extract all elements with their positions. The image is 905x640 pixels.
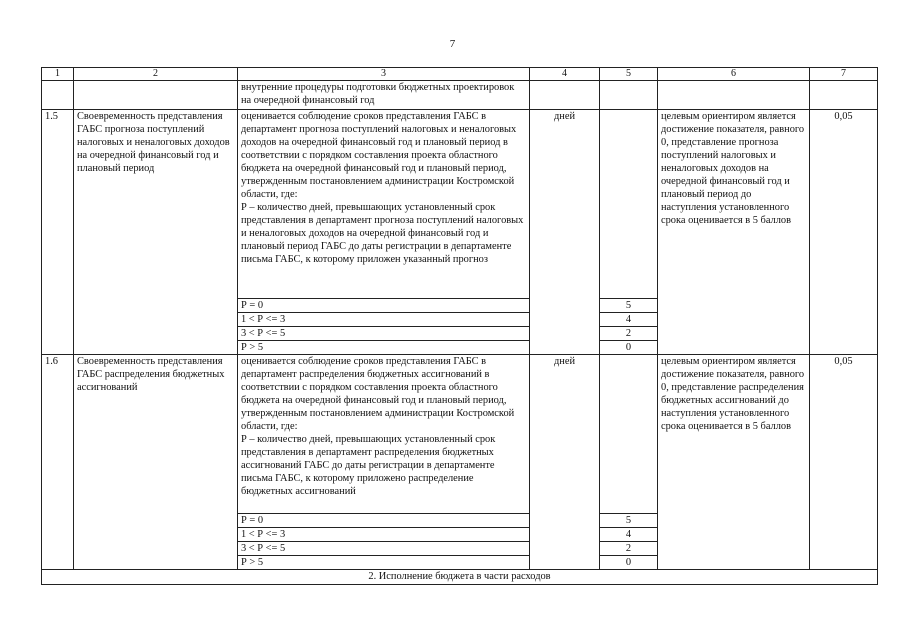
- score: 5: [600, 514, 658, 528]
- row-number: 1.5: [42, 110, 74, 355]
- header-cell: 6: [658, 68, 810, 81]
- criterion-description: [238, 110, 530, 299]
- condition: 3 < Р <= 5: [238, 327, 530, 341]
- score: 0: [600, 556, 658, 570]
- variable-text: Р – количество дней, превышающих установленный срок представления в департамент распределения бюджетных ассигнований ГАБС до даты регистрации в департаменте письма ГАБС, к которому приложено распределение бюджетных ассигнований: [241, 434, 496, 497]
- score: 0: [600, 341, 658, 355]
- header-cell: 7: [810, 68, 878, 81]
- page-number: 7: [449, 38, 456, 50]
- header-cell: 3: [238, 68, 530, 81]
- continuation-row: [42, 81, 878, 110]
- condition: Р = 0: [238, 299, 530, 313]
- condition: 1 < Р <= 3: [238, 528, 530, 542]
- condition: Р > 5: [238, 556, 530, 570]
- score: 2: [600, 542, 658, 556]
- description-text: оценивается соблюдение сроков представления ГАБС в департамент прогноза поступлений налоговых и неналоговых доходов на очередной финансовый год и плановый период в соответствии с порядком составления проекта областного бюджета на очередной финансовый год и плановый период, утвержденным постановлением администрации Костромской области, где:: [241, 111, 517, 200]
- header-cell: 4: [530, 68, 600, 81]
- criterion-name: Своевременность представления ГАБС прогноза поступлений налоговых и неналоговых доходов на очередной финансовый год и плановый период: [74, 110, 238, 355]
- criterion-description: [238, 355, 530, 514]
- unit: дней: [530, 110, 600, 355]
- header-cell: 5: [600, 68, 658, 81]
- condition: Р = 0: [238, 514, 530, 528]
- header-row: [42, 68, 878, 81]
- target-text: целевым ориентиром является достижение показателя, равного 0, представление распределения бюджетных ассигнований до наступления установленного срока оценивается в 5 баллов: [658, 355, 810, 570]
- target-text: целевым ориентиром является достижение показателя, равного 0, представление прогноза поступлений налоговых и неналоговых доходов на очередной финансовый год и плановый период до наступления установленного срока оценивается в 5 баллов: [658, 110, 810, 355]
- table-row: [42, 110, 878, 299]
- header-cell: 1: [42, 68, 74, 81]
- score: 2: [600, 327, 658, 341]
- description-text: оценивается соблюдение сроков представления ГАБС в департамент распределения бюджетных ассигнований в соответствии с порядком составления проекта областного бюджета на очередной финансовый год и плановый период, утвержденным постановлением администрации Костромской области, где:: [241, 356, 515, 432]
- section-row: [42, 570, 878, 585]
- condition: 3 < Р <= 5: [238, 542, 530, 556]
- condition: Р > 5: [238, 341, 530, 355]
- score: 4: [600, 313, 658, 327]
- score: 5: [600, 299, 658, 313]
- unit: дней: [530, 355, 600, 570]
- section-title: 2. Исполнение бюджета в части расходов: [42, 570, 878, 585]
- continuation-text: внутренние процедуры подготовки бюджетных проектировок на очередной финансовый год: [238, 81, 530, 110]
- criterion-name: Своевременность представления ГАБС распределения бюджетных ассигнований: [74, 355, 238, 570]
- table-row: [42, 355, 878, 514]
- variable-text: Р – количество дней, превышающих установленный срок представления в департамент прогноза поступлений налоговых и неналоговых доходов на очередной финансовый год и плановый период ГАБС до даты регистрации в департаменте письма ГАБС, к которому приложен указанный прогноз: [241, 202, 524, 265]
- row-number: 1.6: [42, 355, 74, 570]
- header-cell: 2: [74, 68, 238, 81]
- criteria-table: [41, 67, 878, 585]
- weight: 0,05: [810, 110, 878, 355]
- score: 4: [600, 528, 658, 542]
- weight: 0,05: [810, 355, 878, 570]
- condition: 1 < Р <= 3: [238, 313, 530, 327]
